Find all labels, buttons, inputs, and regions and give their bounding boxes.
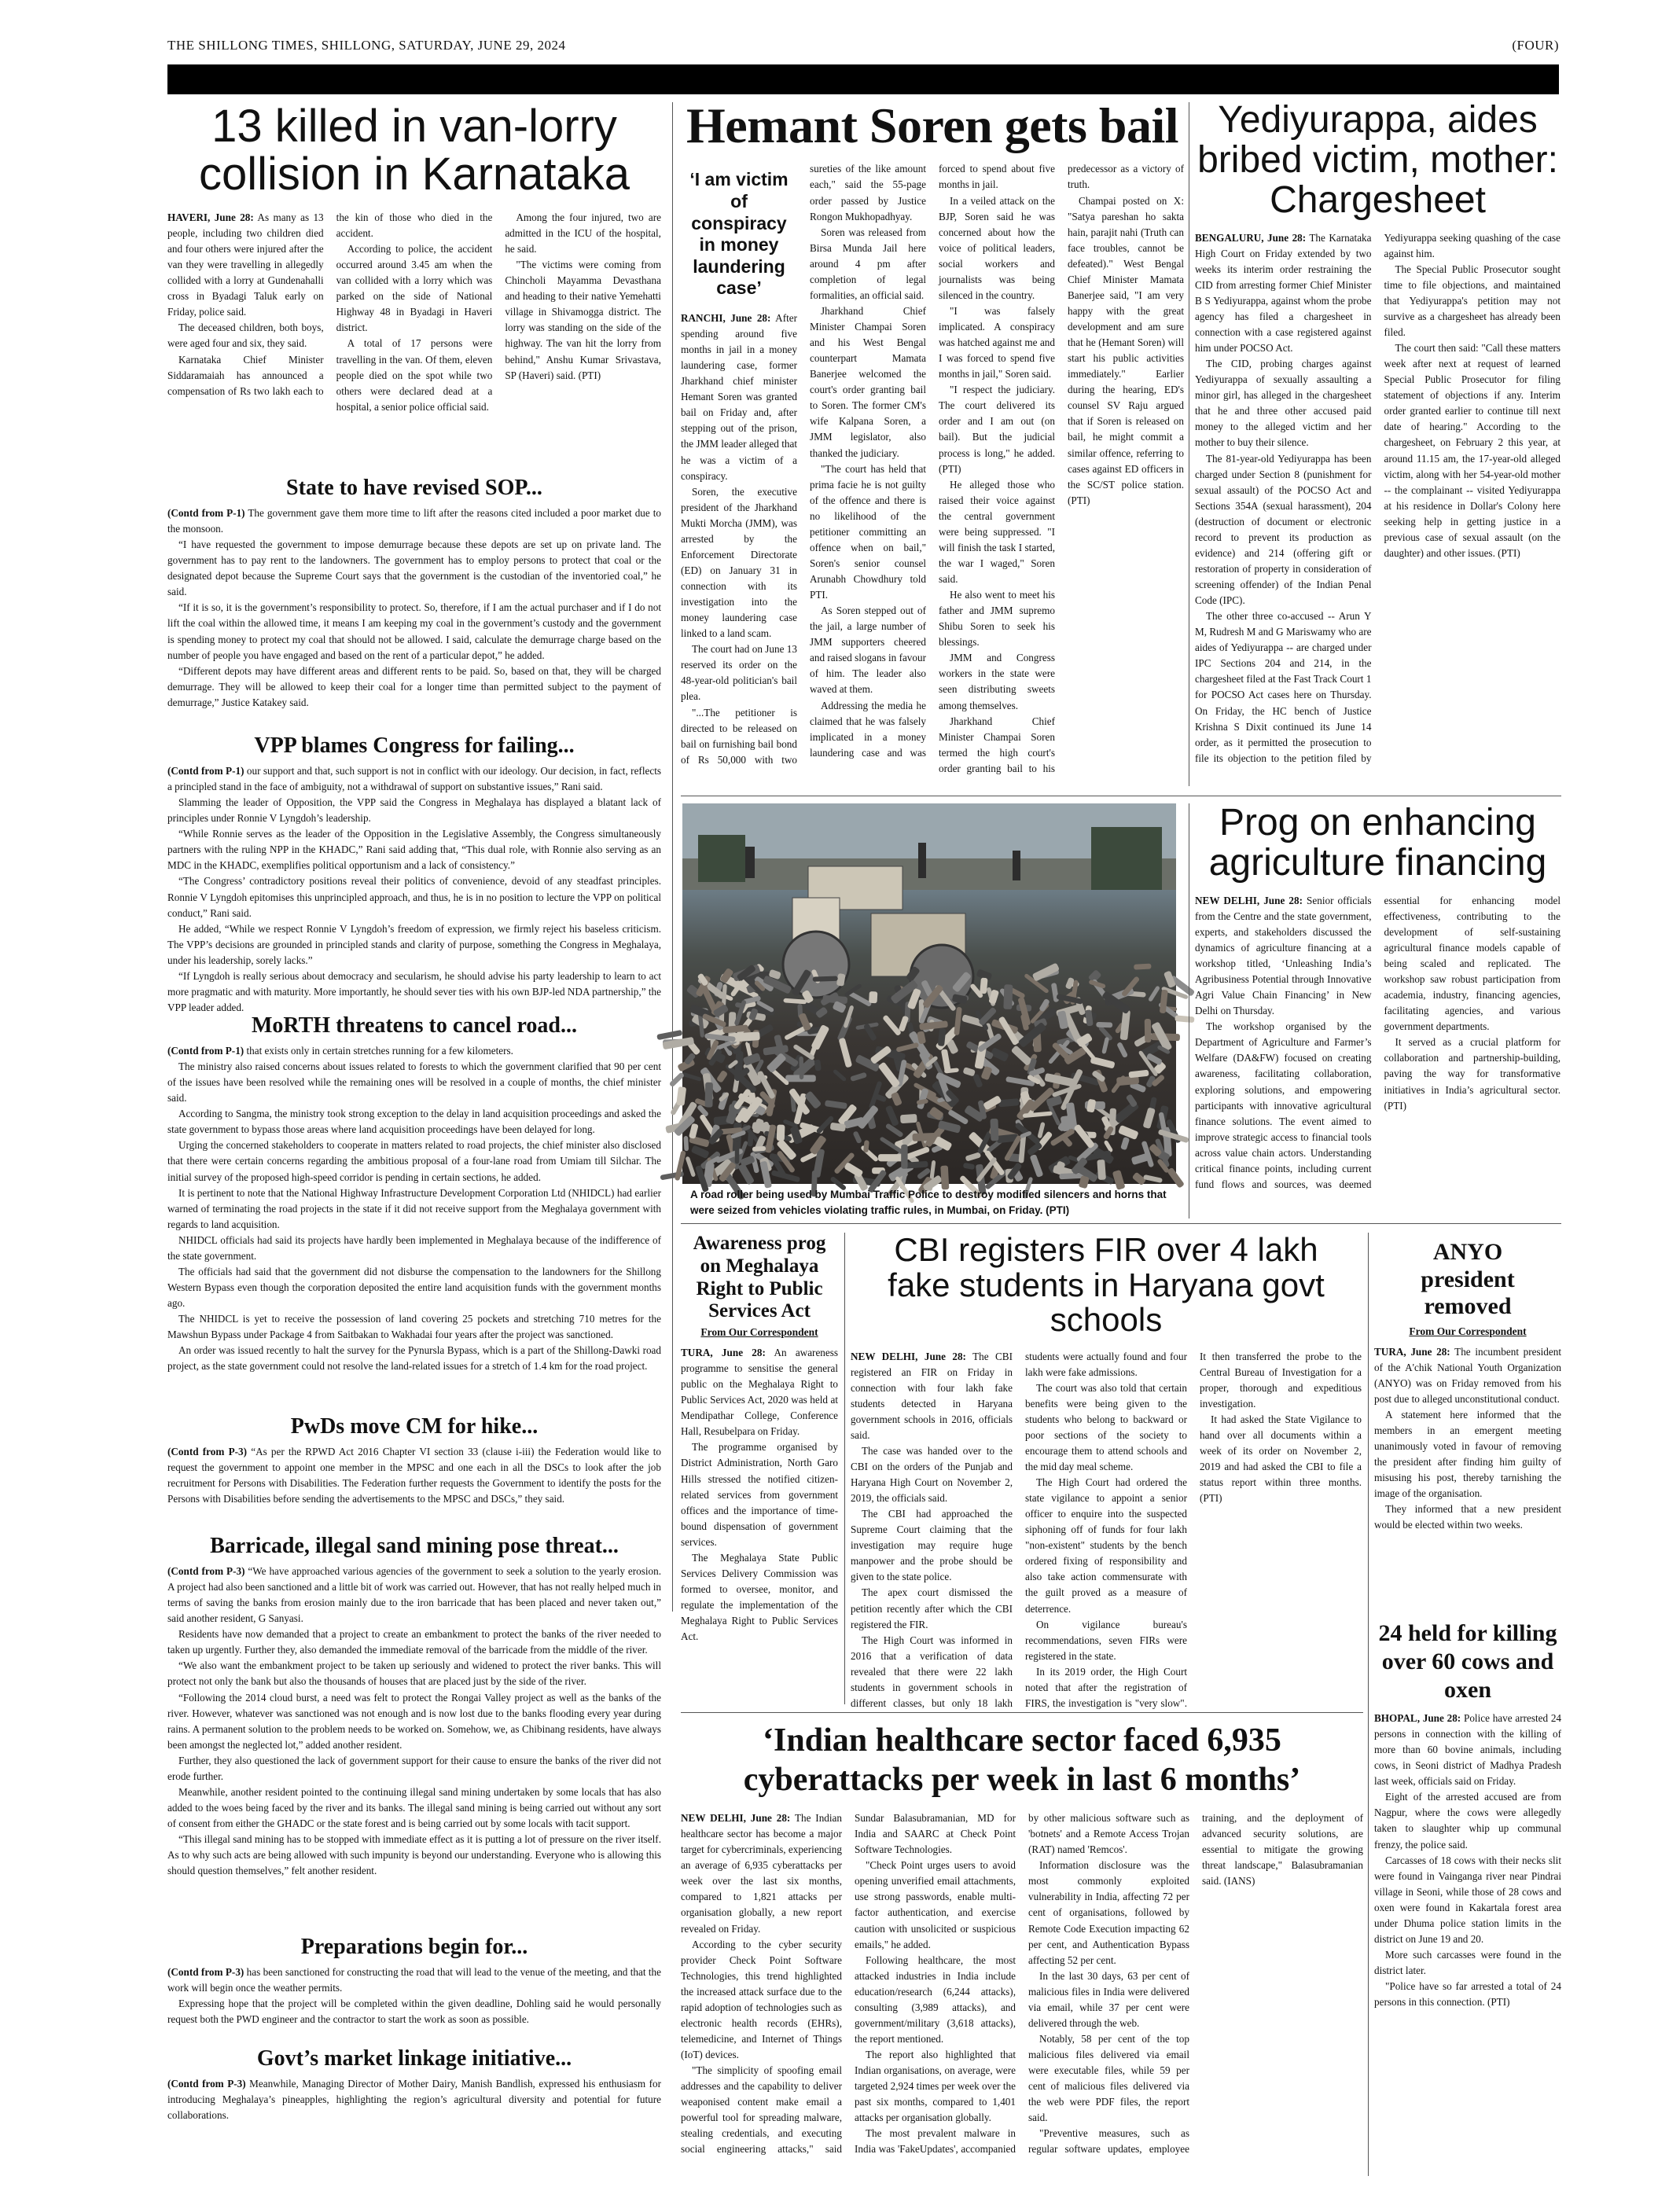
preparations-headline: Preparations begin for...	[300, 1935, 528, 1959]
rti-headline: Awareness prog on Meghalaya Right to Public Services Act	[693, 1233, 826, 1322]
sop-headline: State to have revised SOP...	[286, 476, 542, 500]
cyber-headline: ‘Indian healthcare sector faced 6,935 cyberattacks per week in last 6 months’	[743, 1722, 1301, 1798]
linkage-headline: Govt’s market linkage initiative...	[256, 2046, 572, 2071]
yediyurappa-headline: Yediyurappa, aides bribed victim, mother: Chargesheet	[1197, 99, 1558, 221]
soren-pullquote: ‘I am victim of conspiracy in money laundering case’	[689, 169, 789, 299]
column-rule	[1368, 1233, 1369, 2176]
agri-story	[1195, 803, 1561, 1220]
anyo-story: ANYO president removed From Our Correspondent TURA, June 28: The incumbent president of the A'chik National Youth Organization (ANYO) was on Friday removed from his post due to alleged unconstitutional conduct. A statement here informed that the members in an emergent meeting unanimously voted in favour of removing the president after finding him guilty of misusing his post, thereby tarnishing the image of the organisation. They informed that a new president would be elected within two weeks.	[1374, 1239, 1561, 1531]
soren-story	[681, 98, 1184, 790]
barricade-story: Barricade, illegal sand mining pose threat... (Contd from P-3) “We have approached various agencies of the government to seek a solution to the yearly erosion. A project had also been sanctioned and a little bit of work was carried out. However, that has not really helped much in terms of saving the banks from erosion mainly due to the iron barricade that has been placed and never taken out,” said another resident, G Sanyasi. Residents have now demanded that a project to create an embankment to protect the banks of the river needed to taken up urgently. Further they, also demanded the immediate removal of the barricade from the middle of the river. “We also want the embankment project to be taken up seriously and widened to protect the river banks. This will protect not only the bank but also the thousands of houses that are placed just by the side of the river. “Following the 2014 cloud burst, a need was felt to protect the Rongai Valley project as well as the banks of the river. However, whatever was sanctioned was not enough and is now lost due to the banks flooding every year during rains. A permanent solution to the problem needs to be worked on. Somehow, we, as Chibinang residents, have always been amongst the neglected lot,” added another resident. Further, they also questioned the lack of government support for their cause to ensure the banks of the river did not erode further. Meanwhile, another resident pointed to the continuing illegal sand mining undertaken by some locals that has also added to the woes being faced by the river and its banks. The illegal sand mining is being carried out without any sort of consent from either the GHADC or the state forest and is being carried out by some locals with tacit support. “This illegal sand mining has to be stopped with immediate effect as it is putting a lot of pressure on the river itself. As to why such acts are being allowed with such impunity is beyond our understanding. Everyone who is allowing this should question themselves,” felt another resident.	[167, 1534, 662, 1877]
van-lorry-story	[167, 102, 661, 415]
masthead-bar	[167, 64, 1559, 94]
preparations-story: Preparations begin for... (Contd from P-3) has been sanctioned for constructing the road that will lead to the venue of the meeting, and that the work will begin once the weather permits. Expressing hope that the project will be completed within the given deadline, Dohling said he would personally request both the PWD engineer and the contractor to start the work as soon as possible.	[167, 1935, 662, 2026]
photo-caption: A road roller being used by Mumbai Traffic Police to destroy modified silencers and horns that were seized from vehicles violating traffic rules, in Mumbai, on Friday. (PTI)	[690, 1189, 1167, 1216]
rti-byline: From Our Correspondent	[700, 1326, 818, 1338]
cyber-body: NEW DELHI, June 28: The Indian healthcare sector has become a major target for cybercriminals, experiencing an average of 6,935 cyberattacks per week over the last six months, compared to 1,821 attacks per organisation globally, a new report revealed on Friday. According to the cyber security provider Check Point Software Technologies, this trend highlighted the increased attack surface due to the rapid adoption of technologies such as electronic health records (EHRs), telemedicine, and Internet of Things (IoT) devices. "The simplicity of spoofing email addresses and the capability to deliver weaponised content make email a powerful tool for spreading malware, stealing credentials, and executing social engineering attacks," said Sundar Balasubramanian, MD for India and SAARC at Check Point Software Technologies. "Check Point urges users to avoid opening unverified email attachments, use strong passwords, enable multi-factor authentication, and exercise caution with unsolicited or suspicious emails," he added. Following healthcare, the most attacked industries in India include education/research (6,244 attacks), consulting (3,989 attacks), and government/military (3,618 attacks), the report mentioned. The report also highlighted that Indian organisations, on average, were targeted 2,924 times per week over the past six months, compared to 1,401 attacks per organisation globally. The most prevalent malware in India was 'FakeUpdates', accompanied by other malicious software such as 'botnets' and a Remote Access Trojan (RAT) named 'Remcos'. Information disclosure was the most commonly exploited vulnerability in India, affecting 72 per cent of organisations, followed by Remote Code Execution impacting 62 per cent, and Authentication Bypass affecting 52 per cent. In the last 30 days, 63 per cent of malicious files in India were delivered via email, while 37 per cent were delivered through the web. Notably, 58 per cent of the top malicious files delivered via email were executable files, while 59 per cent of malicious files delivered via the web were PDF files, the report said. "Preventive measures, such as regular software updates, employee training, and the deployment of advanced security solutions, are essential to mitigate the growing threat landscape," Balasubramanian said. (IANS)	[681, 1812, 1363, 2156]
vpp-headline: VPP blames Congress for failing...	[254, 733, 575, 758]
cbi-body: NEW DELHI, June 28: The CBI registered an FIR on Friday in connection with four lakh fake students detected in Haryana government schools in 2016, officials said. The case was handed over to the CBI on the orders of the Punjab and Haryana High Court on November 2, 2019, the officials said. The CBI had approached the Supreme Court claiming that the investigation may require huge manpower and the probe should be given to the state police. The apex court dismissed the petition recently after which the CBI registered the FIR. The High Court was informed in 2016 that a verification of data revealed that there were 22 lakh students in government schools in different classes, but only 18 lakh students were actually found and four lakh were fake admissions. The court was also told that certain benefits were being given to the students who belong to backward or poor sections of the society to encourage them to attend schools and the mid day meal scheme. The High Court had ordered the state vigilance to appoint a senior officer to enquire into the suspected siphoning off of funds for four lakh "non-existent" students by the bench ordered fixing of responsibility and also take action commensurate with the guilt proved as a measure of deterrence. On vigilance bureau's recommendations, seven FIRs were registered in the state. In its 2019 order, the High Court noted that after the registration of FIRS, the investigation is "very slow". It then transferred the probe to the Central Bureau of Investigation for a proper, thorough and expeditious investigation. It had asked the State Vigilance to hand over all documents within a week of its order on November 2, 2019 and had asked the CBI to file a status report within three months. (PTI)	[851, 1350, 1362, 1709]
masthead-page-number: (FOUR)	[1512, 38, 1559, 53]
vpp-story: VPP blames Congress for failing... (Contd from P-1) our support and that, such support is not in conflict with our ideology. Our decision, in fact, reflects a principled stand in the face of ambiguity, not a withdrawal of support on substantive issues,” Rani said. Slamming the leader of Opposition, the VPP said the Congress in Meghalaya has displayed a blatant lack of principles under Ronnie V Lyngdoh’s leadership. “While Ronnie serves as the leader of the Opposition in the Legislative Assembly, the Congress simultaneously partners with the ruling NPP in the KHADC,” Rani said adding that, “This dual role, with Ronnie also serving as an MDC in the KHADC, exemplifies political opportunism and a lack of consistency.” “The Congress’ contradictory positions reveal their politics of convenience, devoid of any steadfast principles. Ronnie V Lyngdoh epitomises this unprincipled approach, and thus, he is in no position to lecture the VPP on political conduct,” Rani said. He added, “While we respect Ronnie V Lyngdoh’s freedom of expression, we firmly reject his baseless criticism. The VPP’s decisions are grounded in principled stands and clarity of purpose, something the Congress in Meghalaya, under his leadership, sorely lacks.” “If Lyngdoh is really serious about democracy and secularism, he should advise his party leadership to learn to act more pragmatic and with maturity. More importantly, he should sever ties with his own BJP-led NDA partnership,” the VPP leader added.	[167, 733, 661, 1013]
section-rule	[681, 1712, 1363, 1713]
masthead	[167, 38, 1559, 55]
section-rule	[681, 1223, 1561, 1224]
column-rule	[672, 102, 673, 1612]
anyo-byline: From Our Correspondent	[1409, 1325, 1527, 1337]
van-lorry-dateline: HAVERI, June 28:	[167, 211, 254, 223]
agri-body: NEW DELHI, June 28: Senior officials from the Centre and the state government, experts, and stakeholders discussed the dynamics of agriculture financing at a workshop titled, ‘Unleashing India’s Agribusiness Potential through Innovative Agri Value Chain Financing’ in New Delhi on Thursday. The workshop organised by the Department of Agriculture and Farmer’s Welfare (DA&FW) focused on creating awareness, facilitating collaboration, exploring solutions, and empowering participants with innovative agricultural finance solutions. The event aimed to improve strategic access to financial tools across value chain actors. Understanding critical finance points, including current fund flows and sources, was deemed essential for enhancing model effectiveness, contributing to the development of self-sustaining agricultural finance models capable of being scaled and replicated. The workshop saw robust participation from academia, industry, financing agencies, facilitating agencies, and various government departments. It served as a crucial platform for collaboration and partnership-building, paving the way for transformative initiatives in India’s agricultural sector. (PTI)	[1195, 894, 1561, 1190]
soren-headline: Hemant Soren gets bail	[686, 97, 1179, 153]
cbi-story	[851, 1231, 1362, 1709]
linkage-story: Govt’s market linkage initiative... (Contd from P-3) Meanwhile, Managing Director of Mother Dairy, Manish Bandlish, expressed his enthusiasm for introducing Meghalaya’s pineapples, highlighting the region’s agricultural diversity and potential for future collaborations.	[167, 2046, 662, 2122]
soren-body: ‘I am victim of conspiracy in money laundering case’ RANCHI, June 28: After spending around five months in jail in a money laundering case, former Jharkhand chief minister Hemant Soren was granted bail on Friday and, after stepping out of the prison, the JMM leader alleged that he was a victim of a conspiracy. Soren, the executive president of the Jharkhand Mukti Morcha (JMM), was arrested by the Enforcement Directorate (ED) on January 31 in connection with its investigation into the money laundering case linked to a land scam. The court had on June 13 reserved its order on the 48-year-old politician's bail plea. "...The petitioner is directed to be released on bail on furnishing bail bond of Rs 50,000 with two sureties of the like amount each," said the 55-page order passed by Justice Rongon Mukhopadhyay. Soren was released from Birsa Munda Jail here around 4 pm after completion of legal formalities, an official said. Jharkhand Chief Minister Champai Soren and his West Bengal counterpart Mamata Banerjee welcomed the court's order granting bail to Soren. The former CM's wife Kalpana Soren, a JMM legislator, also thanked the judiciary. "The court has held that prima facie he is not guilty of the offence and there is no likelihood of the petitioner committing an offence when on bail," Soren's senior counsel Arunabh Chowdhury told PTI. As Soren stepped out of the jail, a large number of JMM supporters cheered and raised slogans in favour of him. The leader also waved at them. Addressing the media he claimed that he was falsely implicated in a money laundering case and was forced to spend about five months in jail. In a veiled attack on the BJP, Soren said he was concerned about how the voice of political leaders, social workers and journalists was being silenced in the country. "I was falsely implicated. A conspiracy was hatched against me and I was forced to spend five months in jail," Soren said. "I respect the judiciary. The court delivered its order and I am out (on bail). But the judicial process is long," he added. (PTI) He alleged those who raised their voice against the central government were being suppressed. "I will finish the task I started, the war I waged," Soren said. He also went to meet his father and JMM supremo Shibu Soren to seek his blessings. JMM and Congress workers in the state were seen distributing sweets among themselves. Jharkhand Chief Minister Champai Soren termed the high court's order granting bail to his predecessor as a victory of truth. Champai posted on X: "Satya pareshan ho sakta hain, parajit nahi (Truth can face troubles, cannot be defeated)." West Bengal Chief Minister Mamata Banerjee said, "I am very happy with the great development and am sure that he (Hemant Soren) will start his public activities immediately." Earlier during the hearing, ED's counsel SV Raju argued that if Soren is released on bail, he might commit a similar offence, referring to cases against ED officers in the SC/ST police station. (PTI)	[681, 163, 1184, 774]
anyo-headline: ANYO president removed	[1421, 1239, 1515, 1319]
van-lorry-headline: 13 killed in van-lorry collision in Karnataka	[198, 101, 630, 200]
cows-story: 24 held for killing over 60 cows and oxen BHOPAL, June 28: Police have arrested 24 persons in connection with the killing of more than 60 bovine animals, including cows, in Seoni district of Madhya Pradesh last week, officials said on Friday. Eight of the arrested accused are from Nagpur, where the cows were allegedly taken to slaughter whip up communal frenzy, the police said. Carcasses of 18 cows with their necks slit were found in Vainganga river near Pindrai village in Seoni, while those of 28 cows and oxen were found in Kakartala forest area under Dhuma police station limits in the district on June 19 and 20. More such carcasses were found in the district later. "Police have so far arrested a total of 24 persons in this connection. (PTI)	[1374, 1620, 1562, 2009]
rti-story: Awareness prog on Meghalaya Right to Public Services Act From Our Correspondent TURA, June 28: An awareness programme to sensitise the general public on the Meghalaya Right to Public Services Act, 2020 was held at Mendipathar College, Conference Hall, Resubelpara on Friday. The programme organised by District Administration, North Garo Hills stressed the notified citizen-related services from government offices and the importance of time-bound dispensation of government services. The Meghalaya State Public Services Delivery Commission was formed to oversee, monitor, and regulate the implementation of the Meghalaya Right to Public Services Act.	[681, 1233, 839, 1643]
pwd-headline: PwDs move CM for hike...	[290, 1414, 539, 1439]
cbi-headline: CBI registers FIR over 4 lakh fake students in Haryana govt schools	[888, 1231, 1325, 1339]
continuations	[167, 476, 661, 2125]
cows-headline: 24 held for killing over 60 cows and oxen	[1378, 1620, 1557, 1703]
pwd-story: PwDs move CM for hike... (Contd from P-3) “As per the RPWD Act 2016 Chapter VI section 33 (clause i-iii) the Federation would like to request the government to appoint one member in the MPSC and one each in all the DSCs to look after the job recruitment for Persons with Disabilities. The Federation further requests the Government to identify the posts for the Persons with Disabilities before sending the advertisements to the MPSC and DSCs,” they said.	[167, 1414, 662, 1505]
road-roller-photo	[682, 803, 1176, 1184]
morth-headline: MoRTH threatens to cancel road...	[251, 1013, 578, 1038]
masthead-left: THE SHILLONG TIMES, SHILLONG, SATURDAY, JUNE 29, 2024	[167, 38, 566, 53]
yediyurappa-body: BENGALURU, June 28: The Karnataka High Court on Friday extended by two weeks its interim order restraining the CID from arresting former Chief Minister B S Yediyurappa, against whom the probe agency has filed a chargesheet in connection with a case registered against him under POCSO Act. The CID, probing charges against Yediyurappa of sexually assaulting a minor girl, has alleged in the chargesheet that he and three other accused paid money to the alleged victim and her mother to buy their silence. The 81-year-old Yediyurappa has been charged under Section 8 (punishment for sexual assault) of the POCSO Act and Sections 354A (sexual harassment), 204 (destruction of document or electronic record to prevent its production as evidence) and 214 (offering gift or restoration of property in consideration of screening offender) of the Indian Penal Code (IPC). The other three co-accused -- Arun Y M, Rudresh M and G Mariswamy who are aides of Yediyurappa -- are charged under IPC Sections 204 and 214, in the chargesheet filed at the Fast Track Court 1 for POCSO Act cases here on Thursday. On Friday, the HC bench of Justice Krishna S Dixit continued its June 14 order, as it permitted the prosecution to file its objection to the petition filed by Yediyurappa seeking quashing of the case against him. The Special Public Prosecutor sought time to file objections, and maintained that Yediyurappa's petition may not survive as a chargesheet has already been filed. The court then said: "Call these matters week after next at request of learned Special Public Prosecutor for filing statement of objections if any. Interim order granted earlier to continue till next date of hearing." According to the chargesheet, on February 2 this year, at around 11.15 am, the 17-year-old alleged victim, along with her 54-year-old mother -- the complainant -- visited Yediyurappa at his residence in Dollar's Colony here seeking help in getting justice in a previous case of sexual assault (on the daughter) and other issues. (PTI)	[1195, 231, 1561, 764]
column-rule	[844, 1233, 845, 1704]
yediyurappa-story	[1195, 101, 1561, 792]
agri-headline: Prog on enhancing agriculture financing	[1208, 802, 1547, 884]
morth-story: MoRTH threatens to cancel road... (Contd from P-1) that exists only in certain stretches running for a few kilometers. The ministry also raised concerns about issues related to forests to which the government clarified that 90 per cent of the issues have been resolved while the remaining ones will be resolved in a couple of months, the chief minister said. According to Sangma, the ministry took strong exception to the delay in land acquisition proceedings and asked the state government to bypass those areas where land acquisition proceedings have been delayed for long. Urging the concerned stakeholders to cooperate in matters related to road projects, the chief minister also disclosed that there were certain concerns regarding the ambitious proposal of a four-lane road from Umiam till Silchar. The initial survey of the proposed high-speed corridor is pending in certain sections, he added. It is pertinent to note that the National Highway Infrastructure Development Corporation Ltd (NHIDCL) had earlier warned of terminating the road projects in the state if it did not receive support from the Meghalaya government with regards to land acquisition. NHIDCL officials had said its projects have hardly been implemented in Meghalaya because of the indifference of the state government. The officials had said that the government did not disburse the compensation to the landowners for the Shillong Western Bypass even though the corporation deposited the entire land acquisition funds with the government months ago. The NHIDCL is yet to receive the possession of land covering 25 pockets and stretching 710 metres for the Mawshun Bypass under Package 4 from Saitbakan to Wakhadai four years after the project was sanctioned. An order was issued recently to halt the survey for the Pynursla Bypass, which is a part of the Shillong-Dawki road project, as the state government could not resolve the land-related issues for a stretch of 1.4 km for the road project.	[167, 1013, 661, 1373]
sop-story: State to have revised SOP... (Contd from P-1) The government gave them more time to lift after the reasons cited included a poor market due to the monsoon. “I have requested the government to impose demurrage because these depots are set up on private land. The government has to pay rent to the landowners. The government has to employ persons to protect that coal or the designated depot because the Supreme Court says that the government is the custodian of the inventoried coal,” he said. “If it is so, it is the government’s responsibility to protect. So, therefore, if I am the actual purchaser and if I do not lift the coal within the allowed time, it means I am keeping my coal in the government’s custody and the government is spending money to protect my coal that should not be allowed. I said, calculate the demurrage charge based on the number of people you have engaged and based on the rent of a particular depot,” he added. “Different depots may have different areas and different rents to be paid. So, based on that, they will be charged demurrage. They will be allowed to keep their coal for a longer time than permitted subject to the payment of demurrage,” Justice Katakey said.	[167, 476, 662, 708]
news-photo	[682, 803, 1176, 1184]
barricade-headline: Barricade, illegal sand mining pose threat...	[210, 1534, 619, 1558]
cyber-story	[681, 1722, 1363, 2178]
van-lorry-body: HAVERI, June 28: As many as 13 people, including two children died and four others were injured after the van they were travelling in allegedly collided with a lorry at Gundenahalli cross in Byadagi Taluk early on Friday, police said. The deceased children, both boys, were aged four and six, they said. Karnataka Chief Minister Siddaramaiah has announced a compensation of Rs two lakh each to the kin of those who died in the accident. According to police, the accident occurred around 3.45 am when the van collided with a lorry which was parked on the side of National Highway 48 in Byadagi in Haveri district. A total of 17 persons were travelling in the van. Of them, eleven people died on the spot while two others were declared dead at a hospital, a senior police official said. Among the four injured, two are admitted in the ICU of the hospital, he said. "The victims were coming from Chincholi Mayamma Devasthana and heading to their native Yemehatti village in Shivamogga district. The lorry was standing on the side of the highway. The van hit the lorry from behind," Anshu Kumar Srivastava, SP (Haveri) said. (PTI)	[167, 211, 661, 413]
